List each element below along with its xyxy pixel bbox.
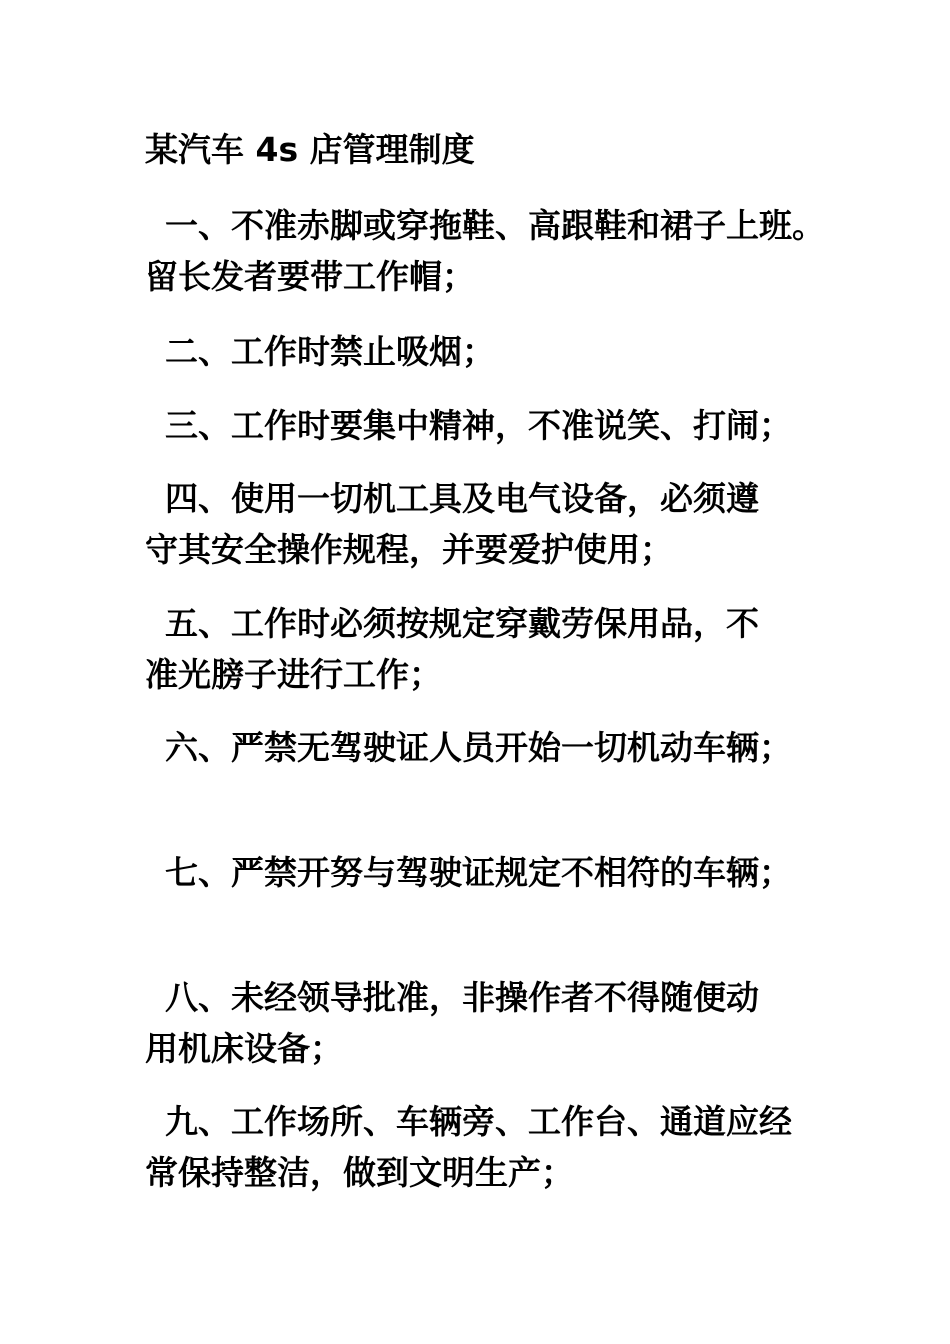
rule-9-line-2: 常保持整洁，做到文明生产； <box>145 1153 574 1192</box>
rule-7-line-1: 七、严禁开努与驾驶证规定不相符的车辆； <box>165 853 792 892</box>
rule-6-line-1: 六、严禁无驾驶证人员开始一切机动车辆； <box>165 728 792 767</box>
rule-9-line-1: 九、工作场所、车辆旁、工作台、通道应经 <box>165 1102 792 1141</box>
rule-8 <box>145 972 825 1074</box>
rule-8-line-1: 八、未经领导批准，非操作者不得随便动 <box>165 978 759 1017</box>
rule-1-line-1: 一、不准赤脚或穿拖鞋、高跟鞋和裙子上班。 <box>165 206 825 245</box>
rule-5-line-1: 五、工作时必须按规定穿戴劳保用品，不 <box>165 604 759 643</box>
document-title: 某汽车 4s 店管理制度 <box>145 130 475 169</box>
rule-8-line-2: 用机床设备； <box>145 1029 343 1068</box>
rule-5-line-2: 准光膀子进行工作； <box>145 655 442 694</box>
rule-6 <box>145 722 825 773</box>
rule-1 <box>145 200 825 302</box>
rule-9 <box>145 1096 825 1198</box>
rule-4-line-1: 四、使用一切机工具及电气设备，必须遵 <box>165 479 759 518</box>
rule-4 <box>145 473 825 575</box>
rule-5 <box>145 598 825 700</box>
rule-7 <box>145 847 825 898</box>
rule-2 <box>145 326 825 377</box>
rule-3-line-1: 三、工作时要集中精神，不准说笑、打闹； <box>165 406 792 445</box>
rule-3 <box>145 400 825 451</box>
rule-4-line-2: 守其安全操作规程，并要爱护使用； <box>145 530 673 569</box>
rule-2-line-1: 二、工作时禁止吸烟； <box>165 332 495 371</box>
rule-1-line-2: 留长发者要带工作帽； <box>145 257 475 296</box>
